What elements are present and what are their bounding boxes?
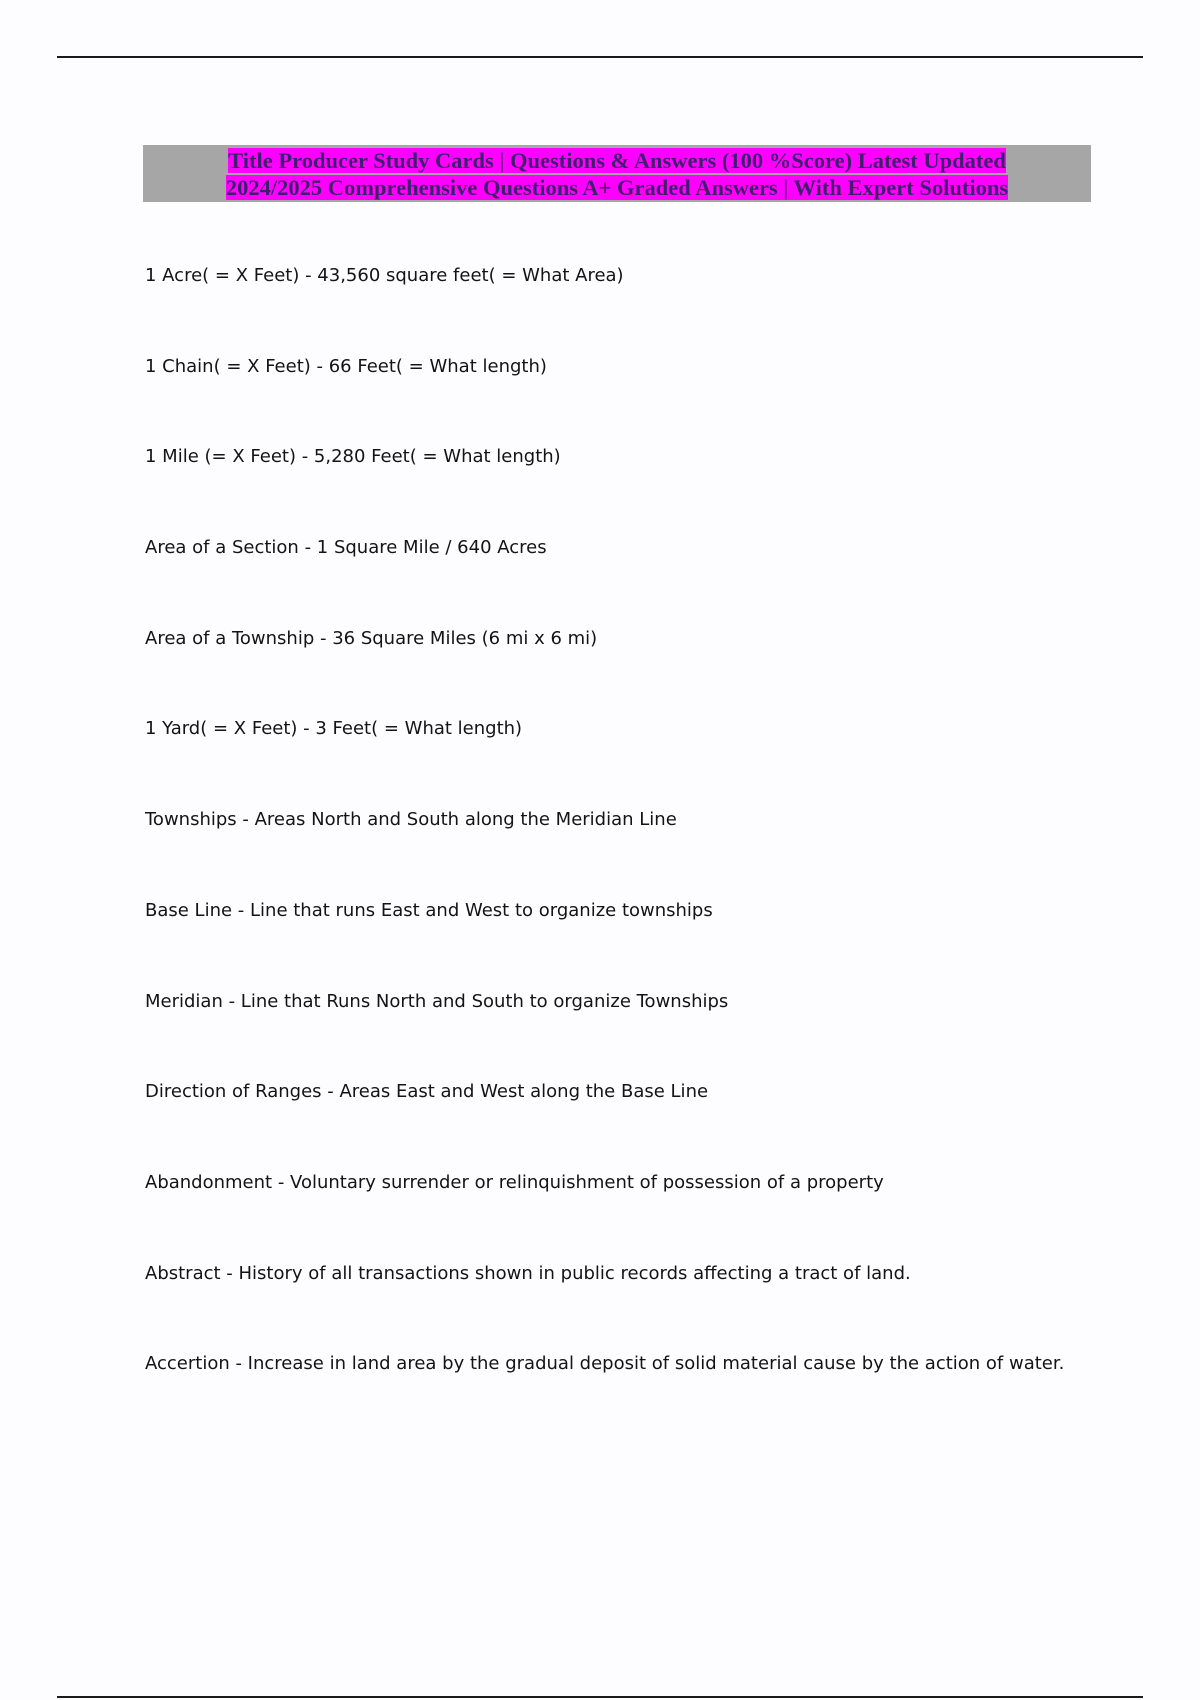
- study-card: 1 Mile (= X Feet) - 5,280 Feet( = What length): [145, 446, 561, 468]
- study-card: 1 Yard( = X Feet) - 3 Feet( = What length): [145, 718, 523, 740]
- study-card: Meridian - Line that Runs North and South to organize Townships: [145, 990, 729, 1012]
- study-card: Direction of Ranges - Areas East and West along the Base Line: [145, 1081, 709, 1103]
- title-line-2: 2024/2025 Comprehensive Questions A+ Graded Answers | With Expert Solutions: [225, 174, 1009, 200]
- study-card: Area of a Section - 1 Square Mile / 640 Acres: [145, 537, 547, 559]
- study-card: Townships - Areas North and South along the Meridian Line: [145, 809, 677, 831]
- study-card: Abandonment - Voluntary surrender or relinquishment of possession of a property: [145, 1171, 884, 1193]
- study-card: 1 Acre( = X Feet) - 43,560 square feet( = What Area): [145, 265, 624, 286]
- study-card-list: [145, 264, 1145, 1443]
- page-bottom-rule: [57, 1696, 1143, 1698]
- title-line-1: Title Producer Study Cards | Questions & Answers (100 %Score) Latest Updated: [228, 147, 1006, 173]
- title-banner: [143, 145, 1091, 202]
- study-card: Accertion - Increase in land area by the gradual deposit of solid material cause by the action of water.: [145, 1353, 1065, 1375]
- study-card: Abstract - History of all transactions shown in public records affecting a tract of land.: [145, 1262, 911, 1284]
- document-title: [226, 147, 1008, 201]
- study-card: Base Line - Line that runs East and West to organize townships: [145, 899, 713, 921]
- study-card: 1 Chain( = X Feet) - 66 Feet( = What length): [145, 355, 547, 377]
- page-top-rule: [57, 56, 1143, 58]
- study-card: Area of a Township - 36 Square Miles (6 mi x 6 mi): [145, 627, 598, 649]
